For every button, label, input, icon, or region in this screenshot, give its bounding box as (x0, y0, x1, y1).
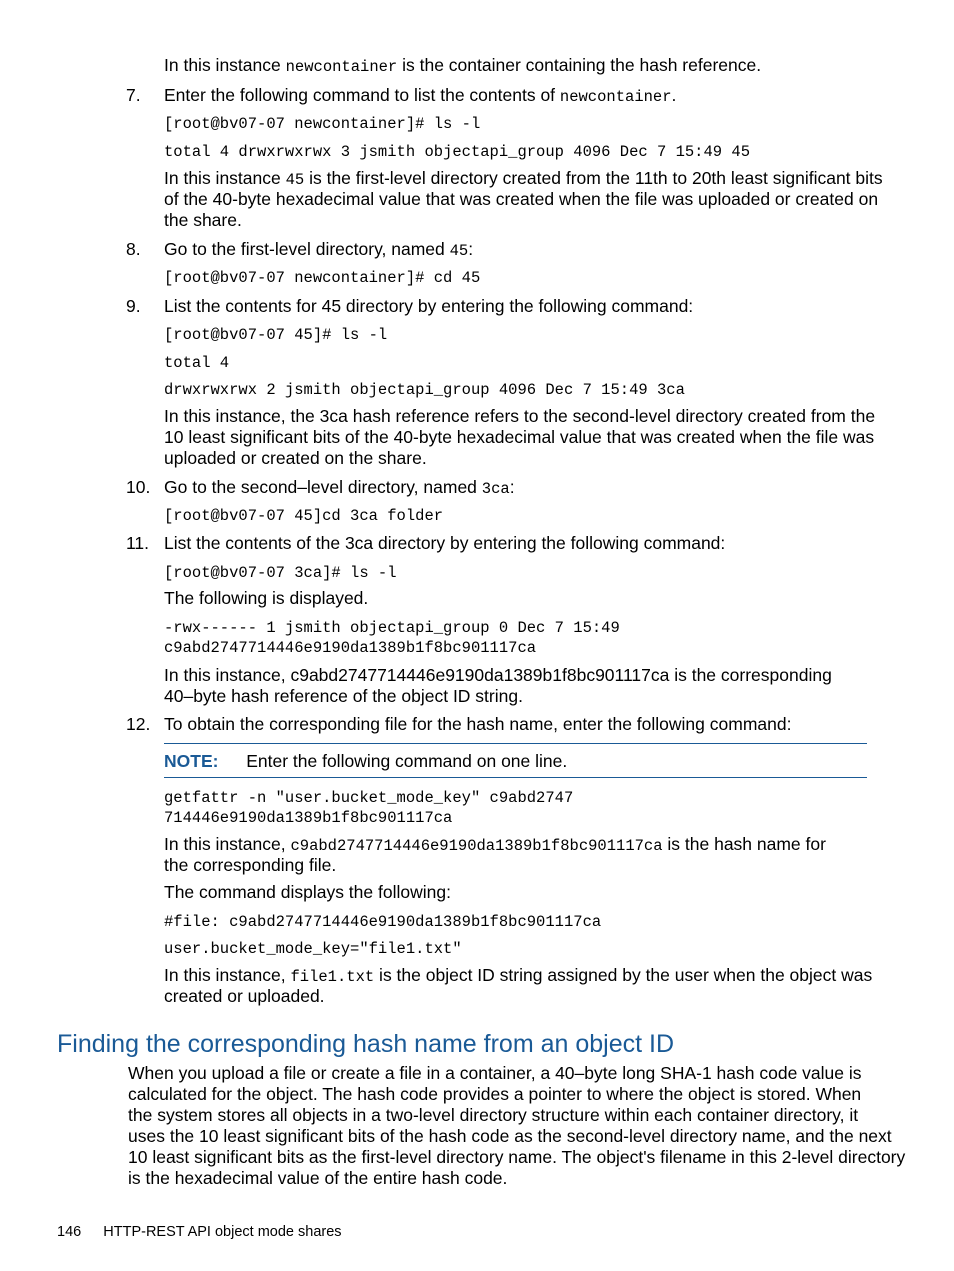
code-line: drwxrwxrwx 2 jsmith objectapi_group 4096 Dec 7 15:49 3ca (164, 381, 685, 399)
note-bottom-rule (164, 777, 867, 778)
footer-title: HTTP-REST API object mode shares (103, 1224, 342, 1240)
step-9-note-line: 10 least significant bits of the 40-byte hexadecimal value that was created when the file was (164, 427, 875, 447)
step-7-note-line (164, 168, 883, 191)
step-9-note-line: In this instance, the 3ca hash reference refers to the second-level directory created from the (164, 406, 876, 426)
intro-paragraph (164, 55, 761, 78)
step-7-note-line: of the 40-byte hexadecimal value that was created when the file was uploaded or created on (164, 189, 879, 209)
step-11-after: The following is displayed. (164, 588, 369, 608)
step-11-text: List the contents of the 3ca directory by entering the following command: (164, 533, 726, 553)
section-body-line: the system stores all objects in a two-level directory structure within each container directory, it (128, 1105, 859, 1125)
note-label: NOTE: (164, 751, 219, 771)
step-number: 9. (126, 296, 141, 316)
code-line: user.bucket_mode_key="file1.txt" (164, 940, 462, 958)
step-7-note-line: the share. (164, 210, 242, 230)
step-inline-code: newcontainer (559, 88, 672, 106)
step-number: 10. (126, 477, 151, 497)
step-number: 7. (126, 85, 141, 105)
code-line: [root@bv07-07 3ca]# ls -l (164, 564, 397, 582)
code-line: 714446e9190da1389b1f8bc901117ca (164, 809, 453, 827)
note-code: c9abd2747714446e9190da1389b1f8bc901117ca (290, 837, 663, 855)
step-12-instance (164, 834, 826, 857)
section-body-line: is the hexadecimal value of the entire hash code. (128, 1168, 508, 1188)
code-line: [root@bv07-07 45]cd 3ca folder (164, 507, 444, 525)
step-number: 11. (126, 533, 150, 553)
step-12-final-line2: created or uploaded. (164, 986, 325, 1006)
step-text: Go to the second–level directory, named (164, 477, 482, 497)
section-body-line: uses the 10 least significant bits of the hash code as the second-level directory name, and the next (128, 1126, 892, 1146)
code-line: total 4 (164, 354, 230, 372)
note-text: Enter the following command on one line. (246, 751, 568, 771)
step-7-text (164, 85, 676, 108)
note-text: is the hash name for (662, 834, 826, 854)
step-10-text (164, 477, 515, 500)
step-text-end: : (509, 477, 515, 497)
step-11-note-line: 40–byte hash reference of the object ID string. (164, 686, 523, 706)
step-11-note-line: In this instance, c9abd2747714446e9190da1389b1f8bc901117ca is the corresponding (164, 665, 832, 685)
note-text: is the first-level directory created from the 11th to 20th least significant bits (304, 168, 883, 188)
step-text: Enter the following command to list the contents of (164, 85, 560, 105)
note-top-rule (164, 743, 867, 744)
intro-text: In this instance (164, 55, 286, 75)
step-12-text: To obtain the corresponding file for the hash name, enter the following command: (164, 714, 792, 734)
code-line: -rwx------ 1 jsmith objectapi_group 0 Dec 7 15:49 (164, 619, 620, 637)
note-code: 45 (285, 171, 305, 189)
note-text: In this instance (164, 168, 286, 188)
note-text: is the object ID string assigned by the user when the object was (374, 965, 873, 985)
note-code: file1.txt (290, 968, 375, 986)
code-line: [root@bv07-07 newcontainer]# ls -l (164, 115, 481, 133)
code-line: total 4 drwxrwxrwx 3 jsmith objectapi_group 4096 Dec 7 15:49 45 (164, 143, 750, 161)
note-text: In this instance, (164, 834, 291, 854)
step-inline-code: 3ca (481, 480, 510, 498)
step-12-final (164, 965, 872, 988)
step-text-end: : (468, 239, 474, 259)
step-text: Go to the first-level directory, named (164, 239, 450, 259)
page-number: 146 (57, 1224, 82, 1240)
intro-code: newcontainer (285, 58, 398, 76)
intro-text-end: is the container containing the hash reference. (397, 55, 762, 75)
code-line: c9abd2747714446e9190da1389b1f8bc901117ca (164, 639, 537, 657)
step-9-text: List the contents for 45 directory by entering the following command: (164, 296, 694, 316)
code-line: [root@bv07-07 newcontainer]# cd 45 (164, 269, 481, 287)
note-box (164, 751, 567, 772)
section-body-line: 10 least significant bits as the first-level directory name. The object's filename in this 2-level directory (128, 1147, 906, 1167)
step-number: 8. (126, 239, 141, 259)
note-text: In this instance, (164, 965, 291, 985)
code-line: [root@bv07-07 45]# ls -l (164, 326, 388, 344)
step-text-end: . (671, 85, 677, 105)
step-8-text (164, 239, 473, 262)
section-body-line: calculated for the object. The hash code provides a pointer to where the object is stored. When (128, 1084, 862, 1104)
section-heading: Finding the corresponding hash name from an object ID (57, 1030, 675, 1058)
step-9-note-line: uploaded or created on the share. (164, 448, 427, 468)
step-number: 12. (126, 714, 151, 734)
step-12-instance-line2: the corresponding file. (164, 855, 337, 875)
code-line: getfattr -n "user.bucket_mode_key" c9abd2747 (164, 789, 574, 807)
step-inline-code: 45 (449, 242, 469, 260)
code-line: #file: c9abd2747714446e9190da1389b1f8bc901117ca (164, 913, 602, 931)
step-12-displays: The command displays the following: (164, 882, 451, 902)
section-body-line: When you upload a file or create a file in a container, a 40–byte long SHA-1 hash code value is (128, 1063, 862, 1083)
page-footer (57, 1222, 342, 1242)
